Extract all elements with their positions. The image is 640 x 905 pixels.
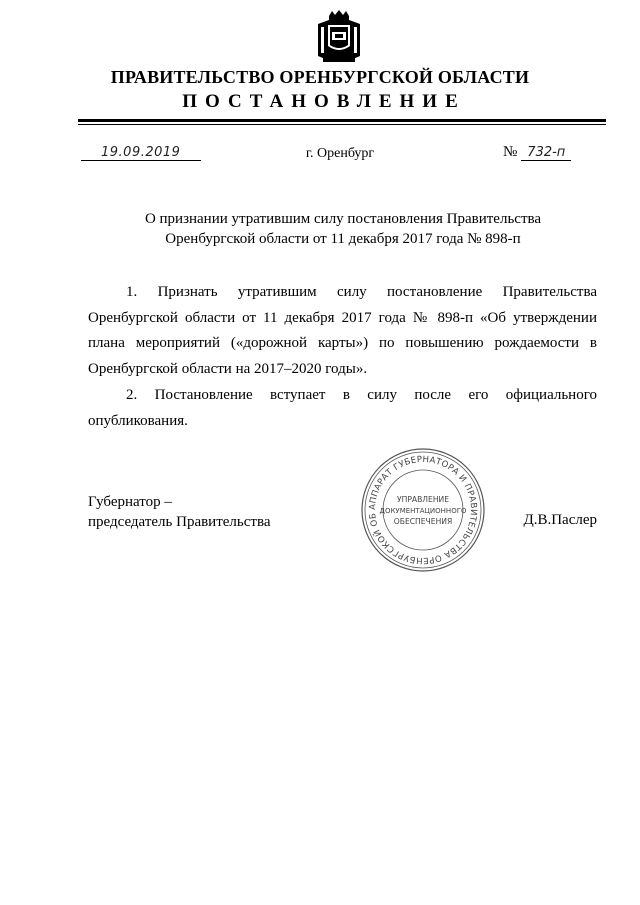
body-paragraph-1 (88, 280, 597, 382)
subject-line-2: Оренбургской области от 11 декабря 2017 года № 898-п (165, 231, 521, 247)
official-seal-stamp (360, 447, 486, 573)
header-divider-thick (78, 119, 606, 122)
signatory-name: Д.В.Паслер (523, 512, 597, 528)
paragraph-1-text: 1. Признать утратившим силу постановление Правительства Оренбургской области от 11 декабря 2017 года № 898-п «Об утверждении плана мероприятий («дорожной карты») по повышению рождаемости в Оренбургской области на 2017–2020 годы». (88, 284, 597, 377)
document-city: г. Оренбург (305, 146, 375, 161)
seal-ring-text: АППАРАТ ГУБЕРНАТОРА И ПРАВИТЕЛЬСТВА ОРЕНБУРГСКОЙ ОБ (367, 454, 479, 566)
document-number (503, 144, 585, 161)
document-date: 19.09.2019 (81, 145, 201, 161)
signatory-title-line-2: председатель Правительства (88, 514, 271, 530)
signatory-title-line-1: Губернатор – (88, 494, 172, 510)
document-subject (88, 209, 598, 249)
number-sign: № (503, 144, 518, 160)
government-name: ПРАВИТЕЛЬСТВО ОРЕНБУРГСКОЙ ОБЛАСТИ (110, 67, 530, 87)
signatory-title (88, 492, 271, 532)
subject-line-1: О признании утратившим силу постановления Правительства (144, 211, 542, 227)
header-divider-thin (78, 124, 606, 125)
body-paragraph-2 (88, 383, 597, 434)
paragraph-2-text: 2. Постановление вступает в силу после его официального опубликования. (88, 387, 597, 429)
seal-center-line-2: ДОКУМЕНТАЦИОННОГО (379, 507, 467, 515)
seal-center-line-3: ОБЕСПЕЧЕНИЯ (393, 517, 453, 526)
seal-center-line-1: УПРАВЛЕНИЕ (396, 495, 450, 504)
number-value: 732-п (521, 145, 571, 161)
oblast-coat-of-arms-icon (314, 10, 364, 66)
document-type-title: ПОСТАНОВЛЕНИЕ (182, 91, 466, 112)
